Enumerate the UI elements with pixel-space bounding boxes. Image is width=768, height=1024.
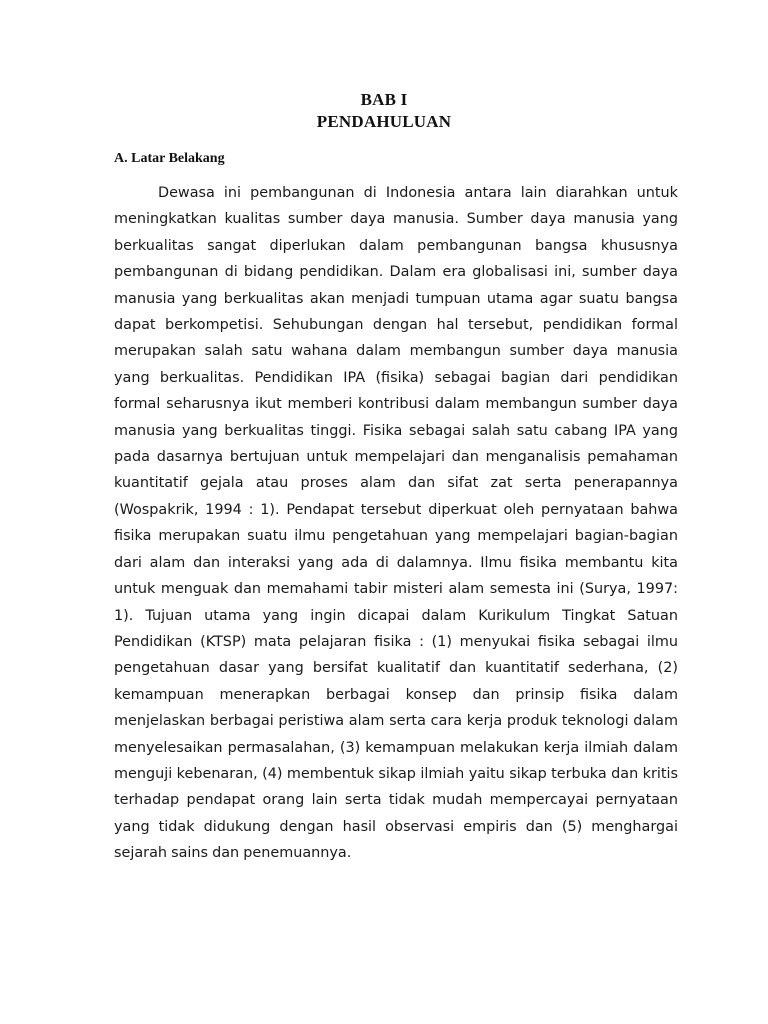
chapter-number: BAB I — [360, 90, 408, 109]
section-heading: A. Latar Belakang — [114, 151, 225, 166]
body-paragraph: Dewasa ini pembangunan di Indonesia antara lain diarahkan untuk meningkatkan kualitas sumber daya manusia. Sumber daya manusia yang berkualitas sangat diperlukan dalam pembangunan bangsa khususnya pembangunan di bidang pendidikan. Dalam era globalisasi ini, sumber daya manusia yang berkualitas akan menjadi tumpuan utama agar suatu bangsa dapat berkompetisi. Sehubungan dengan hal tersebut, pendidikan formal merupakan salah satu wahana dalam membangun sumber daya manusia yang berkualitas. Pendidikan IPA (fisika) sebagai bagian dari pendidikan formal seharusnya ikut memberi kontribusi dalam membangun sumber daya manusia yang berkualitas tinggi. Fisika sebagai salah satu cabang IPA yang pada dasarnya bertujuan untuk mempelajari dan menganalisis pemahaman kuantitatif gejala atau proses alam dan sifat zat serta penerapannya (Wospakrik, 1994 : 1). Pendapat tersebut diperkuat oleh pernyataan bahwa fisika merupakan suatu ilmu pengetahuan yang mempelajari bagian-bagian dari alam dan interaksi yang ada di dalamnya. Ilmu fisika membantu kita untuk menguak dan memahami tabir misteri alam semesta ini (Surya, 1997: 1). Tujuan utama yang ingin dicapai dalam Kurikulum Tingkat Satuan Pendidikan (KTSP) mata pelajaran fisika : (1) menyukai fisika sebagai ilmu pengetahuan dasar yang bersifat kualitatif dan kuantitatif sederhana, (2) kemampuan menerapkan berbagai konsep dan prinsip fisika dalam menjelaskan berbagai peristiwa alam serta cara kerja produk teknologi dalam menyelesaikan permasalahan, (3) kemampuan melakukan kerja ilmiah dalam menguji kebenaran, (4) membentuk sikap ilmiah yaitu sikap terbuka dan kritis terhadap pendapat orang lain serta tidak mudah mempercayai pernyataan yang tidak didukung dengan hasil observasi empiris dan (5) menghargai sejarah sains dan penemuannya. — [114, 185, 678, 862]
chapter-title: PENDAHULUAN — [316, 112, 452, 131]
